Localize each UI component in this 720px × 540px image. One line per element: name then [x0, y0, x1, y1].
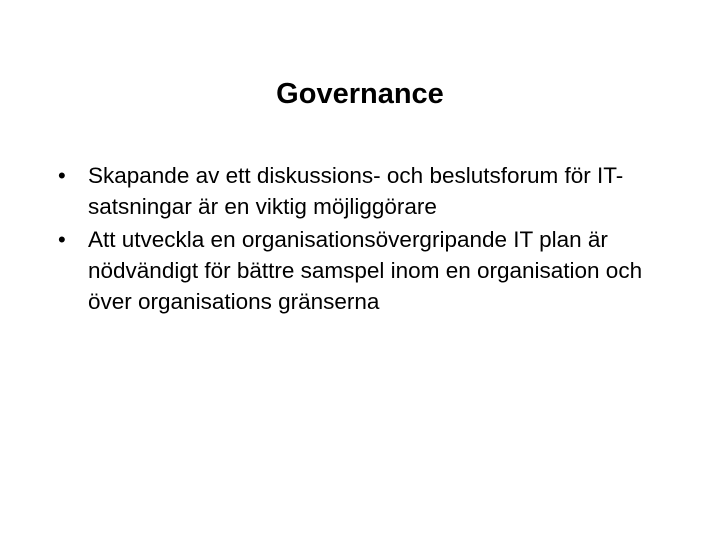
bullet-text: Att utveckla en organisationsövergripande IT plan är nödvändigt för bättre samspel inom en organisation och över organisations gränserna	[88, 227, 643, 314]
bullet-item	[58, 160, 678, 222]
bullet-item	[58, 224, 678, 317]
slide-title: Governance	[276, 78, 444, 110]
bullet-list	[58, 160, 678, 319]
bullet-text: Skapande av ett diskussions- och beslutsforum för IT-satsningar är en viktig möjliggörare	[88, 163, 624, 219]
bullet-marker-icon: •	[58, 227, 66, 252]
bullet-marker-icon: •	[58, 163, 66, 188]
